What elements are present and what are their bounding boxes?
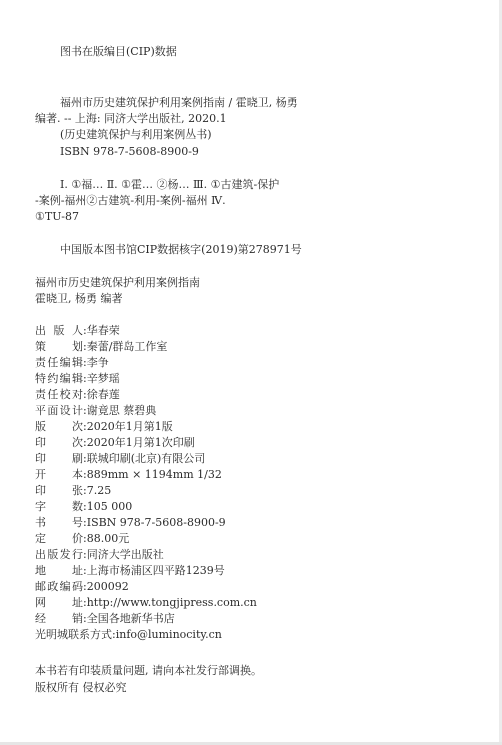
- credit-format: [35, 468, 475, 482]
- credit-contact: [35, 628, 475, 642]
- credit-label: 邮政编码: [35, 580, 83, 593]
- credit-separator: :: [83, 548, 87, 561]
- credit-publisher: [35, 324, 475, 338]
- credit-label: 地址: [35, 564, 83, 577]
- credit-planning: [35, 340, 475, 354]
- credit-label: 经销: [35, 612, 83, 625]
- credit-printing: [35, 436, 475, 450]
- credit-special-editor: [35, 372, 475, 386]
- credit-label: 网址: [35, 596, 83, 609]
- credit-label: 印次: [35, 436, 83, 449]
- credit-sheets: [35, 484, 475, 498]
- credit-value: 105 000: [86, 500, 133, 513]
- credit-isbn: [35, 516, 475, 530]
- credit-separator: :: [83, 452, 87, 465]
- credit-value: 李争: [86, 356, 109, 369]
- credit-separator: :: [83, 612, 87, 625]
- credit-value: 7.25: [86, 484, 112, 497]
- credit-label: 印刷: [35, 452, 83, 465]
- subjects-line-2: -案例-福州②古建筑-利用-案例-福州 Ⅳ.: [35, 194, 226, 207]
- credit-value: 谢竟思 蔡碧典: [86, 404, 157, 417]
- credit-separator: :: [83, 596, 87, 609]
- credit-separator: :: [83, 388, 87, 401]
- cip-entry-line-3: (历史建筑保护与利用案例丛书): [60, 128, 212, 141]
- credit-label: 光明城联系方式: [35, 628, 112, 641]
- credit-postcode: [35, 580, 475, 594]
- cip-heading: 图书在版编目(CIP)数据: [60, 45, 177, 58]
- cip-entry-line-4: ISBN 978-7-5608-8900-9: [60, 145, 199, 158]
- credit-value: http://www.tongjipress.com.cn: [86, 596, 257, 609]
- credit-value: 2020年1月第1版: [86, 420, 173, 433]
- credit-label: 印张: [35, 484, 83, 497]
- book-title: 福州市历史建筑保护利用案例指南: [35, 276, 200, 289]
- credit-price: [35, 532, 475, 546]
- credit-value: 联城印刷(北京)有限公司: [86, 452, 206, 465]
- credit-separator: :: [83, 564, 87, 577]
- credit-value: 全国各地新华书店: [86, 612, 175, 625]
- credit-edition: [35, 420, 475, 434]
- credit-separator: :: [83, 420, 87, 433]
- cip-number: 中国版本图书馆CIP数据核字(2019)第278971号: [60, 243, 302, 256]
- credit-label: 特约编辑: [35, 372, 83, 385]
- credit-separator: :: [83, 356, 87, 369]
- credit-value: info@luminocity.cn: [115, 628, 222, 641]
- credit-word-count: [35, 500, 475, 514]
- credit-separator: :: [83, 516, 87, 529]
- credit-separator: :: [83, 372, 87, 385]
- credit-value: 辛梦瑶: [86, 372, 120, 385]
- credit-editor: [35, 356, 475, 370]
- credit-value: ISBN 978-7-5608-8900-9: [86, 516, 226, 529]
- credit-value: 上海市杨浦区四平路1239号: [86, 564, 225, 577]
- authors: 霍晓卫, 杨勇 编著: [35, 292, 123, 305]
- credit-separator: :: [83, 324, 87, 337]
- credit-label: 责任编辑: [35, 356, 83, 369]
- credit-value: 2020年1月第1次印刷: [86, 436, 195, 449]
- credit-separator: :: [83, 436, 87, 449]
- credit-label: 出版发行: [35, 548, 83, 561]
- credit-value: 徐春莲: [86, 388, 120, 401]
- credit-value: 88.00元: [86, 532, 130, 545]
- credit-separator: :: [83, 404, 87, 417]
- credit-separator: :: [83, 500, 87, 513]
- quality-notice: 本书若有印装质量问题, 请向本社发行部调换。: [35, 664, 262, 677]
- credit-value: 同济大学出版社: [86, 548, 164, 561]
- credit-label: 书号: [35, 516, 83, 529]
- credit-proofreader: [35, 388, 475, 402]
- credit-separator: :: [83, 580, 87, 593]
- cip-entry-line-1: 福州市历史建筑保护利用案例指南 / 霍晓卫, 杨勇: [60, 96, 298, 109]
- credit-label: 出版人: [35, 324, 83, 337]
- subjects-line-1: Ⅰ. ①福… Ⅱ. ①霍… ②杨… Ⅲ. ①古建筑-保护: [60, 178, 280, 191]
- credit-separator: :: [83, 532, 87, 545]
- credit-label: 开本: [35, 468, 83, 481]
- credit-value: 秦蕾/群岛工作室: [86, 340, 168, 353]
- credit-label: 平面设计: [35, 404, 83, 417]
- credit-value: 华春荣: [86, 324, 120, 337]
- credit-separator: :: [83, 468, 87, 481]
- credit-separator: :: [83, 340, 87, 353]
- subjects-line-3: ①TU-87: [35, 210, 79, 223]
- cip-entry-line-2: 编著. -- 上海: 同济大学出版社, 2020.1: [35, 112, 227, 125]
- credit-publisher-distributor: [35, 548, 475, 562]
- credit-value: 889mm × 1194mm 1/32: [86, 468, 222, 481]
- credit-label: 策划: [35, 340, 83, 353]
- copyright-notice: 版权所有 侵权必究: [35, 681, 127, 694]
- credit-printer: [35, 452, 475, 466]
- credit-website: [35, 596, 475, 610]
- credit-value: 200092: [86, 580, 129, 593]
- credit-label: 版次: [35, 420, 83, 433]
- credit-label: 定价: [35, 532, 83, 545]
- credit-address: [35, 564, 475, 578]
- credit-separator: :: [112, 628, 116, 641]
- credit-distribution: [35, 612, 475, 626]
- credit-label: 字数: [35, 500, 83, 513]
- credit-graphic-design: [35, 404, 475, 418]
- credit-separator: :: [83, 484, 87, 497]
- credit-label: 责任校对: [35, 388, 83, 401]
